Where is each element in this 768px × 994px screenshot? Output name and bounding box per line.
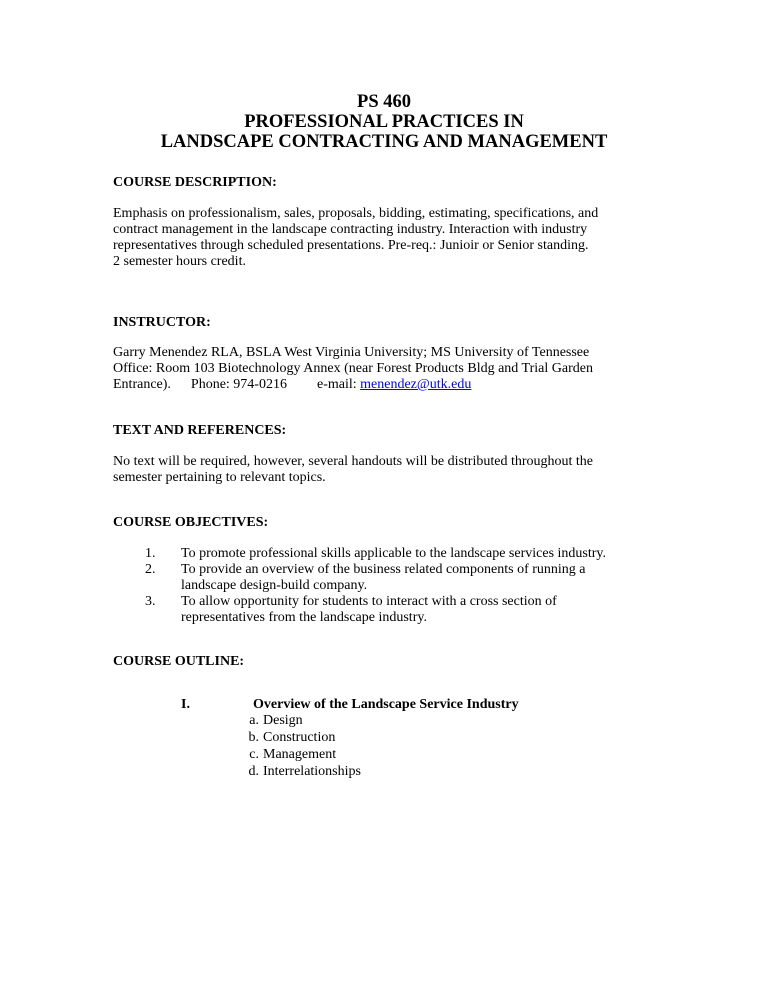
contact-line	[113, 377, 673, 393]
outline-item-text: Management	[263, 747, 337, 762]
description-line: 2 semester hours credit.	[113, 254, 246, 269]
outline-heading: COURSE OUTLINE:	[113, 654, 245, 669]
objective-item	[181, 562, 586, 594]
instructor-line: Garry Menendez RLA, BSLA West Virginia University; MS University of Tennessee	[113, 345, 590, 360]
objective-text: landscape design-build company.	[181, 578, 368, 593]
objective-text: representatives from the landscape industry.	[181, 610, 427, 625]
instructor-heading: INSTRUCTOR:	[113, 315, 211, 330]
objective-number: 1.	[145, 546, 156, 561]
objectives-heading: COURSE OBJECTIVES:	[113, 515, 269, 530]
description-line: Emphasis on professionalism, sales, proposals, bidding, estimating, specifications, and	[113, 206, 599, 221]
outline-item	[241, 713, 361, 730]
texts-paragraph	[113, 454, 673, 486]
objective-text: To promote professional skills applicable to the landscape services industry.	[181, 546, 607, 561]
outline-letter: a.	[249, 713, 259, 728]
email-label: e-mail:	[316, 377, 357, 392]
texts-line: No text will be required, however, several handouts will be distributed throughout the	[113, 454, 593, 469]
objective-item	[181, 594, 557, 626]
email-link[interactable]: menendez@utk.edu	[360, 377, 472, 392]
objective-text: To provide an overview of the business related components of running a	[181, 562, 586, 577]
objective-text: To allow opportunity for students to interact with a cross section of	[181, 594, 557, 609]
course-title	[0, 92, 768, 152]
outline-sublist	[241, 713, 361, 781]
objective-item	[181, 546, 606, 562]
description-heading: COURSE DESCRIPTION:	[113, 175, 277, 190]
texts-heading: TEXT AND REFERENCES:	[113, 423, 287, 438]
outline-letter: b.	[248, 730, 259, 745]
instructor-paragraph	[113, 345, 673, 393]
outline-roman-numeral: I.	[181, 697, 190, 712]
texts-line: semester pertaining to relevant topics.	[113, 470, 326, 485]
description-line: contract management in the landscape contracting industry. Interaction with industry	[113, 222, 588, 237]
phone-number: Phone: 974-0216	[190, 377, 287, 392]
course-code: PS 460	[357, 92, 411, 112]
objective-number: 3.	[145, 594, 156, 609]
office-line-end: Entrance).	[113, 377, 171, 392]
objective-number: 2.	[145, 562, 156, 577]
outline-item	[241, 747, 361, 764]
outline-letter: d.	[248, 764, 259, 779]
description-paragraph	[113, 206, 673, 270]
outline-section-title: Overview of the Landscape Service Industry	[253, 697, 519, 712]
office-line: Office: Room 103 Biotechnology Annex (near Forest Products Bldg and Trial Garden	[113, 361, 593, 376]
outline-letter: c.	[249, 747, 259, 762]
course-title-line-1: PROFESSIONAL PRACTICES IN	[244, 112, 524, 132]
description-line: representatives through scheduled presentations. Pre-req.: Junioir or Senior standing.	[113, 238, 589, 253]
outline-item-text: Design	[263, 713, 303, 728]
outline-item-text: Construction	[263, 730, 336, 745]
outline-item	[241, 730, 361, 747]
outline-item-text: Interrelationships	[263, 764, 361, 779]
outline-item	[241, 764, 361, 781]
course-title-line-2: LANDSCAPE CONTRACTING AND MANAGEMENT	[160, 132, 608, 152]
